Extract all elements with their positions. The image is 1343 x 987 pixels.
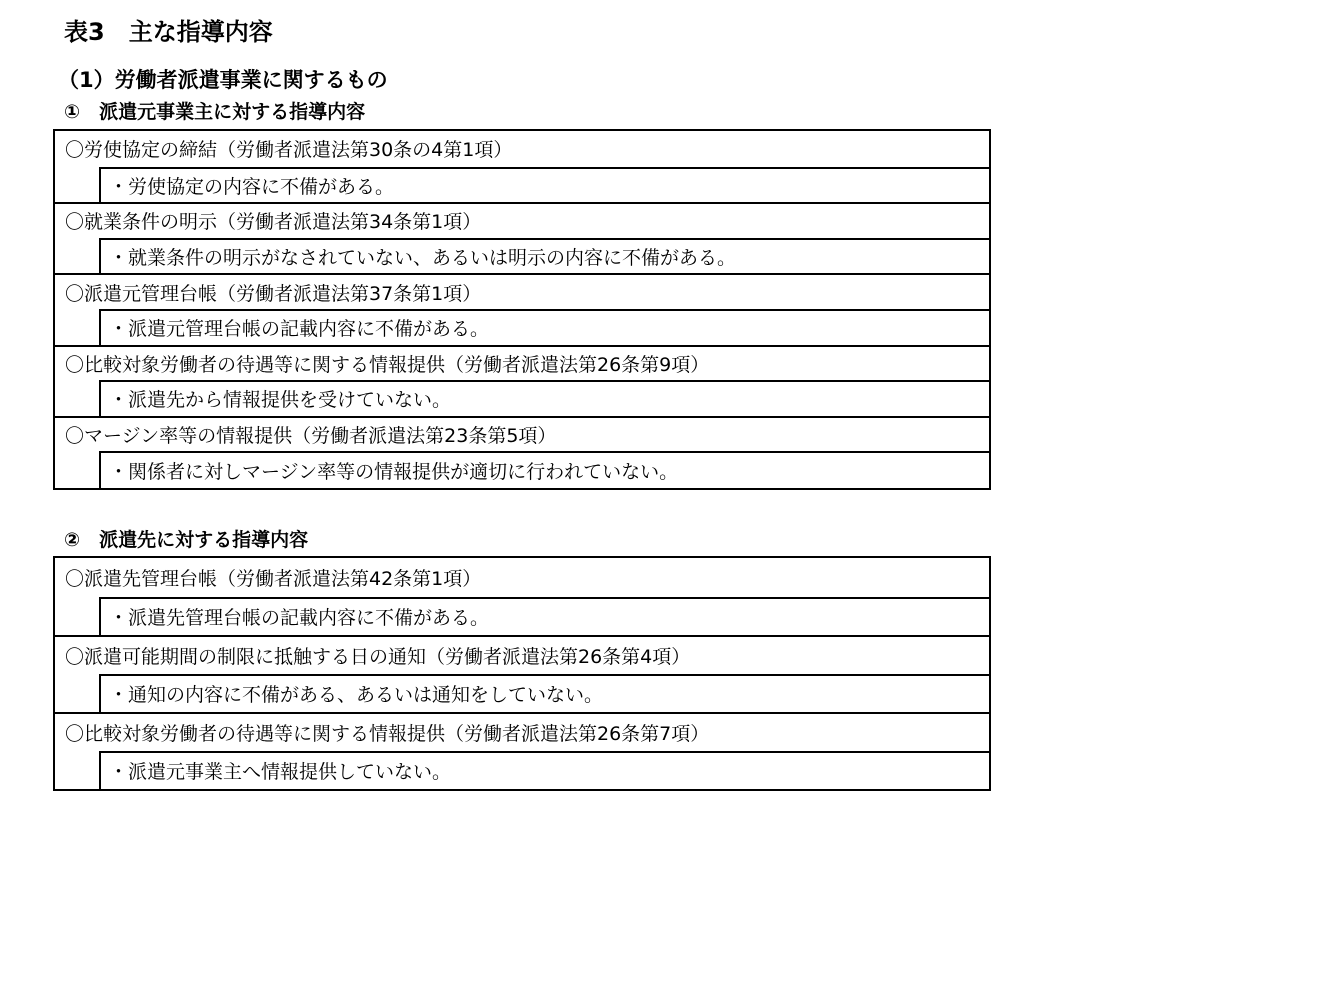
table-row-item: 〇就業条件の明示（労働者派遣法第34条第1項）: [55, 202, 989, 238]
table-row-detail: ・派遣先から情報提供を受けていない。: [99, 380, 989, 416]
table-row-item: 〇派遣可能期間の制限に抵触する日の通知（労働者派遣法第26条第4項）: [55, 635, 989, 674]
table-row-item: 〇労使協定の締結（労働者派遣法第30条の4第1項）: [65, 139, 513, 162]
table-row-detail: ・派遣元事業主へ情報提供していない。: [99, 751, 989, 790]
table-row-detail: ・労使協定の内容に不備がある。: [99, 167, 989, 203]
subsection-heading-dispatch-origin: ① 派遣元事業主に対する指導内容: [64, 101, 366, 123]
table-row-detail: ・派遣元管理台帳の記載内容に不備がある。: [99, 309, 989, 345]
table-row-detail: ・派遣先管理台帳の記載内容に不備がある。: [99, 597, 989, 636]
table-row-detail: ・就業条件の明示がなされていない、あるいは明示の内容に不備がある。: [99, 238, 989, 274]
guidance-table-dispatch-origin: [53, 129, 991, 490]
table-row-detail: ・関係者に対しマージン率等の情報提供が適切に行われていない。: [99, 451, 989, 488]
section-heading: （1）労働者派遣事業に関するもの: [58, 68, 388, 92]
table-row-detail: ・通知の内容に不備がある、あるいは通知をしていない。: [99, 674, 989, 713]
table-row-item: 〇マージン率等の情報提供（労働者派遣法第23条第5項）: [55, 416, 989, 452]
table-row-item: 〇派遣元管理台帳（労働者派遣法第37条第1項）: [55, 273, 989, 309]
page-title: 表3 主な指導内容: [64, 18, 273, 46]
table-row-item: 〇比較対象労働者の待遇等に関する情報提供（労働者派遣法第26条第9項）: [55, 345, 989, 381]
table-row-item: 〇派遣先管理台帳（労働者派遣法第42条第1項）: [65, 567, 482, 590]
subsection-heading-dispatch-destination: ② 派遣先に対する指導内容: [64, 529, 309, 551]
guidance-table-dispatch-destination: [53, 556, 991, 791]
table-row-item: 〇比較対象労働者の待遇等に関する情報提供（労働者派遣法第26条第7項）: [55, 712, 989, 751]
